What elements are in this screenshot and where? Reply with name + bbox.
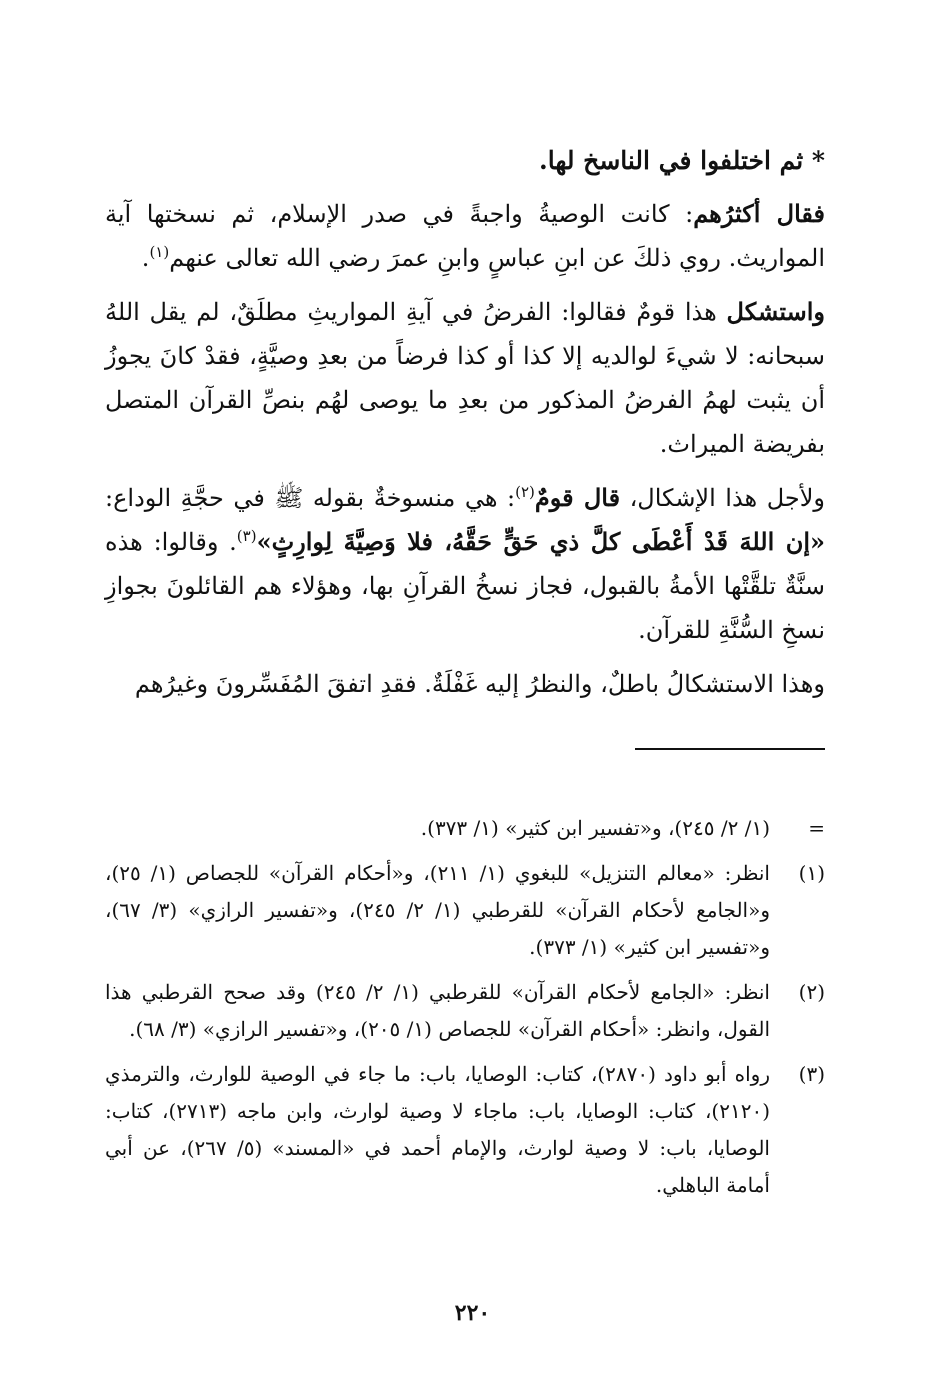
footnote-mark: (١) xyxy=(798,861,825,885)
footnote-text: انظر: «الجامع لأحكام القرآن» للقرطبي (١/ ٢/ ٢٤٥) وقد صحح القرطبي هذا القول، وانظر: «أحكام القرآن» للجصاص (١/ ٢٠٥)، و«تفسير الرازي» (٣/ ٦٨). xyxy=(105,980,770,1041)
footnote-text: انظر: «معالم التنزيل» للبغوي (١/ ٢١١)، و«أحكام القرآن» للجصاص (١/ ٢٥)، و«الجامع لأحكام القرآن» للقرطبي (١/ ٢/ ٢٤٥)، و«تفسير الرازي» (٣/ ٦٧)، و«تفسير ابن كثير» (١/ ٣٧٣). xyxy=(105,861,770,959)
footnote-text: رواه أبو داود (٢٨٧٠)، كتاب: الوصايا، باب: ما جاء في الوصية للوارث، والترمذي (٢١٢٠)، كتاب: الوصايا، باب: ماجاء لا وصية لوارث، وابن ماجه (٢٧١٣)، كتاب: الوصايا، باب: لا وصية لوارث، والإمام أحمد في «المسند» (٥/ ٢٦٧)، عن أبي أمامة الباهلي. xyxy=(105,1062,770,1197)
footnote-mark: (٣) xyxy=(798,1062,825,1086)
paragraph-2-text: هذا قومٌ فقالوا: الفرضُ في آيةِ المواريثِ مطلَقٌ، لم يقل اللهُ سبحانه: لا شيءَ لوالديه إلا كذا أو كذا فرضاً من بعدِ وصيَّةٍ، فقدْ كانَ يجوزُ أن يثبت لهمُ الفرضُ المذكور من بعدِ ما يوصى لهُم بنصِّ القرآن المتصل بفريضة الميراث. xyxy=(105,298,825,458)
footnote-text: (١/ ٢/ ٢٤٥)، و«تفسير ابن كثير» (١/ ٣٧٣). xyxy=(420,816,770,840)
main-text xyxy=(105,140,825,716)
footnote-1 xyxy=(105,855,825,966)
footnote-continued xyxy=(105,810,825,847)
footnote-ref-2[interactable]: (٢) xyxy=(515,483,535,501)
footnotes xyxy=(105,810,825,1212)
footnote-ref-1[interactable]: (١) xyxy=(149,243,170,261)
paragraph-2 xyxy=(105,290,825,466)
paragraph-4 xyxy=(105,662,825,706)
footnote-3 xyxy=(105,1056,825,1204)
paragraph-2-lead: واستشكل xyxy=(726,297,825,326)
page-number: ٢٢٠ xyxy=(454,1300,491,1326)
section-heading: * ثم اختلفوا في الناسخ لها. xyxy=(539,146,825,175)
paragraph-3-text-3: . وقالوا: هذه سنَّةٌ تلقَّتْها الأمةُ بالقبول، فجاز نسخُ القرآنِ بها، وهؤلاء هم القائلونَ بجوازِ نسخِ السُّنَّةِ للقرآن. xyxy=(105,528,825,644)
paragraph-3-text-2: : هي منسوخةٌ بقوله ﷺ في حجَّةِ الوداع: xyxy=(105,484,516,512)
footnote-2 xyxy=(105,974,825,1048)
paragraph-3-text-1: ولأجل هذا الإشكال، xyxy=(629,484,825,512)
hadith-quote: «إن اللهَ قَدْ أَعْطَى كلَّ ذي حَقٍّ حَقَّهُ، فلا وَصِيَّةَ لِوارِثٍ» xyxy=(256,527,825,556)
footnote-mark: (٢) xyxy=(798,980,825,1004)
footnote-mark: = xyxy=(808,816,825,840)
paragraph-3 xyxy=(105,476,825,652)
footnote-ref-3[interactable]: (٣) xyxy=(236,527,257,545)
paragraph-1-lead: فقال أكثرُهم xyxy=(693,199,825,228)
paragraph-1 xyxy=(105,192,825,280)
paragraph-1-text: : كانت الوصيةُ واجبةً في صدر الإسلام، ثم نسختها آية المواريث. روي ذلكَ عن ابنِ عباسٍ وابنِ عمرَ رضي الله تعالى عنهم xyxy=(105,200,825,272)
paragraph-1-end: . xyxy=(141,244,150,272)
paragraph-4-text: وهذا الاستشكالُ باطلٌ، والنظرُ إليه غَفْلَةٌ. فقدِ اتفقَ المُفَسِّرونَ وغيرُهم xyxy=(134,670,825,698)
footnote-separator xyxy=(635,748,825,750)
paragraph-3-lead: قال قومٌ xyxy=(534,483,621,512)
